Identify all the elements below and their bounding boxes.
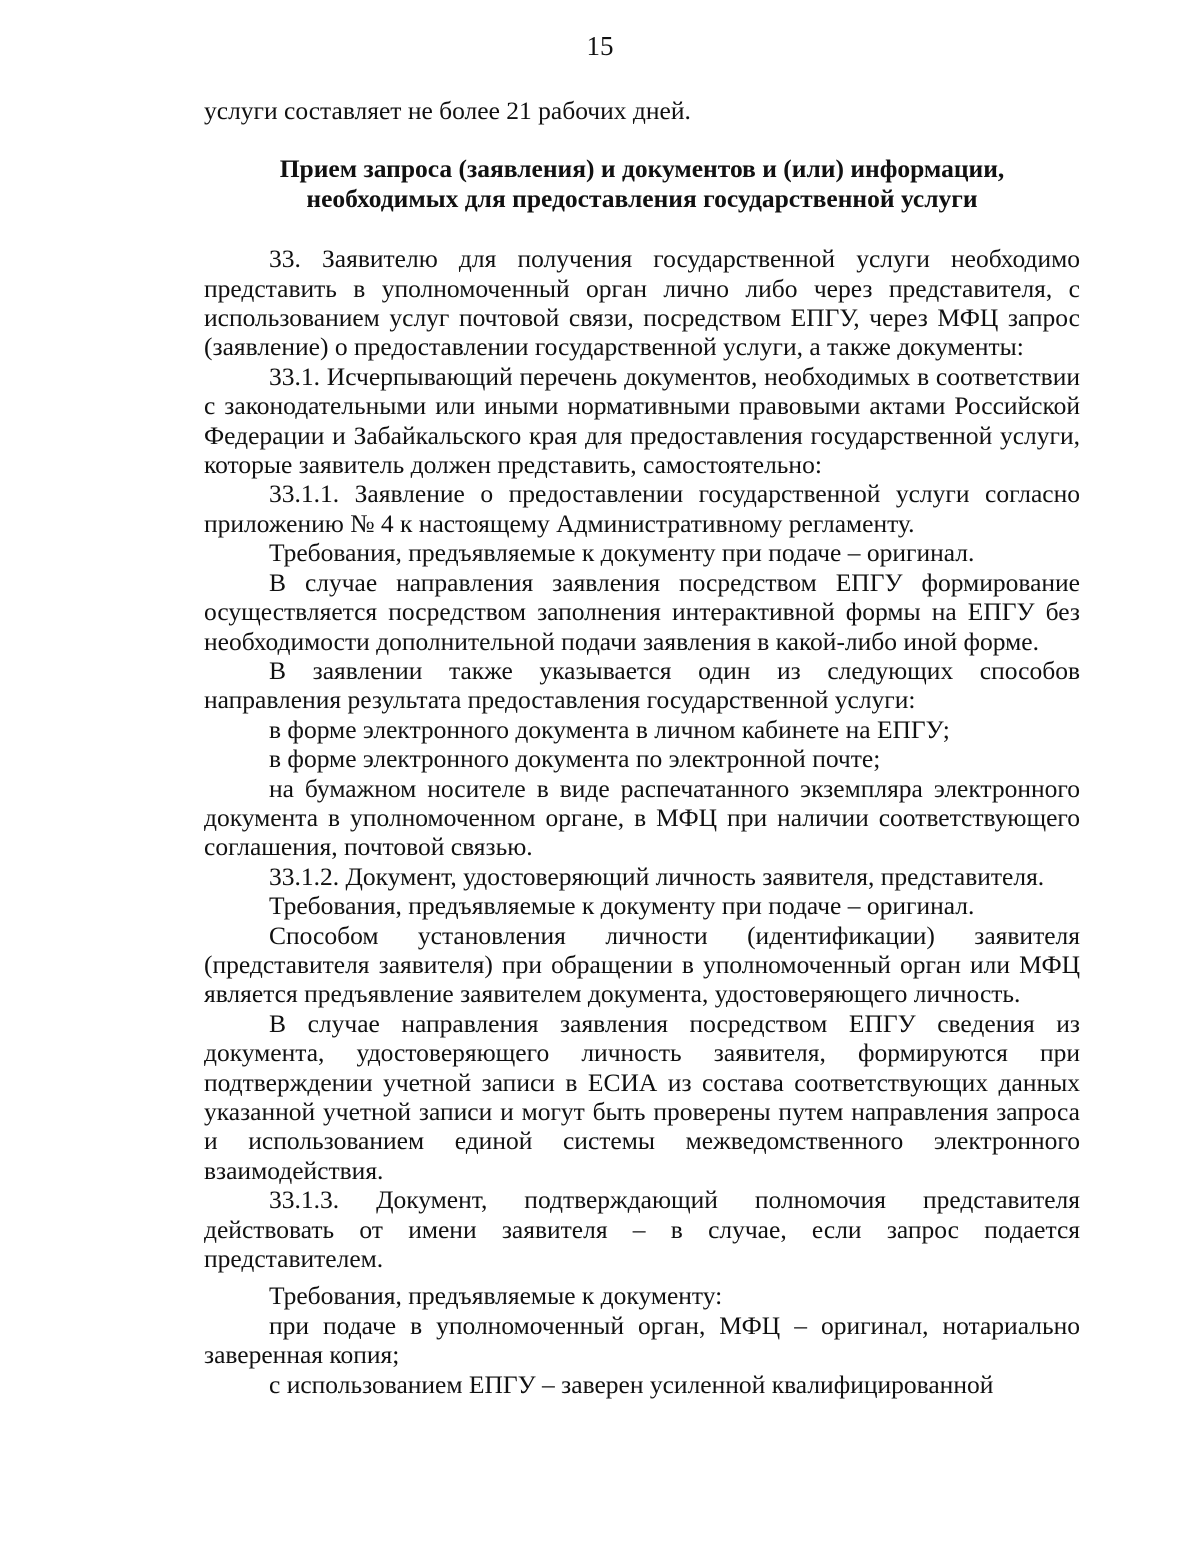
paragraph-method-cabinet: в форме электронного документа в личном кабинете на ЕПГУ;	[269, 714, 950, 744]
section-heading-line-2: необходимых для предоставления государственной услуги	[306, 183, 978, 213]
paragraph-33-1-1: 33.1.1. Заявление о предоставлении государственной услуги согласно приложению № 4 к настоящему Административному регламенту.	[204, 479, 1080, 538]
paragraph-submission-office: при подаче в уполномоченный орган, МФЦ – оригинал, нотариально заверенная копия;	[204, 1310, 1080, 1370]
paragraph-33-1-3: 33.1.3. Документ, подтверждающий полномочия представителя действовать от имени заявителя – в случае, если запрос подается представителем.	[204, 1185, 1080, 1274]
section-heading-line-1: Прием запроса (заявления) и документов и (или) информации,	[279, 154, 1005, 184]
paragraph-submission-epgu: с использованием ЕПГУ – заверен усиленной квалифицированной	[269, 1369, 994, 1399]
page-number: 15	[586, 31, 614, 61]
paragraph-33-1-2: 33.1.2. Документ, удостоверяющий личность заявителя, представителя.	[269, 861, 1045, 891]
section-heading	[204, 154, 1080, 213]
paragraph-result-methods: В заявлении также указывается один из следующих способов направления результата предоставления государственной услуги:	[204, 655, 1080, 715]
paragraph-method-email: в форме электронного документа по электронной почте;	[269, 744, 881, 774]
paragraph-esia: В случае направления заявления посредством ЕПГУ сведения из документа, удостоверяющего личность заявителя, формируются при подтверждении учетной записи в ЕСИА из состава соответствующих данных указанной учетной записи и могут быть проверены путем направления запроса и использованием единой системы межведомственного электронного взаимодействия.	[204, 1008, 1080, 1185]
paragraph-method-paper: на бумажном носителе в виде распечатанного экземпляра электронного документа в уполномоченном органе, в МФЦ при наличии соответствующего соглашения, почтовой связью.	[204, 773, 1080, 862]
lead-line: услуги составляет не более 21 рабочих дней.	[204, 96, 691, 125]
paragraph-identification: Способом установления личности (идентификации) заявителя (представителя заявителя) при обращении в уполномоченный орган или МФЦ является предъявление заявителем документа, удостоверяющего личность.	[204, 920, 1080, 1009]
paragraph-33: 33. Заявителю для получения государственной услуги необходимо представить в уполномоченный орган лично либо через представителя, с использованием услуг почтовой связи, посредством ЕПГУ, через МФЦ запрос (заявление) о предоставлении государственной услуги, а также документы:	[204, 244, 1080, 362]
document-body	[204, 96, 1080, 1399]
paragraph-requirements: Требования, предъявляемые к документу:	[269, 1281, 723, 1311]
paragraph-requirements-original-2: Требования, предъявляемые к документу при подаче – оригинал.	[269, 891, 975, 921]
paragraph-33-1: 33.1. Исчерпывающий перечень документов, необходимых в соответствии с законодательными или иными нормативными правовыми актами Российской Федерации и Забайкальского края для предоставления государственной услуги, которые заявитель должен представить, самостоятельно:	[204, 361, 1080, 480]
paragraph-requirements-original: Требования, предъявляемые к документу при подаче – оригинал.	[269, 538, 975, 568]
paragraph-epgu-form: В случае направления заявления посредством ЕПГУ формирование осуществляется посредством заполнения интерактивной формы на ЕПГУ без необходимости дополнительной подачи заявления в какой-либо иной форме.	[204, 567, 1080, 656]
